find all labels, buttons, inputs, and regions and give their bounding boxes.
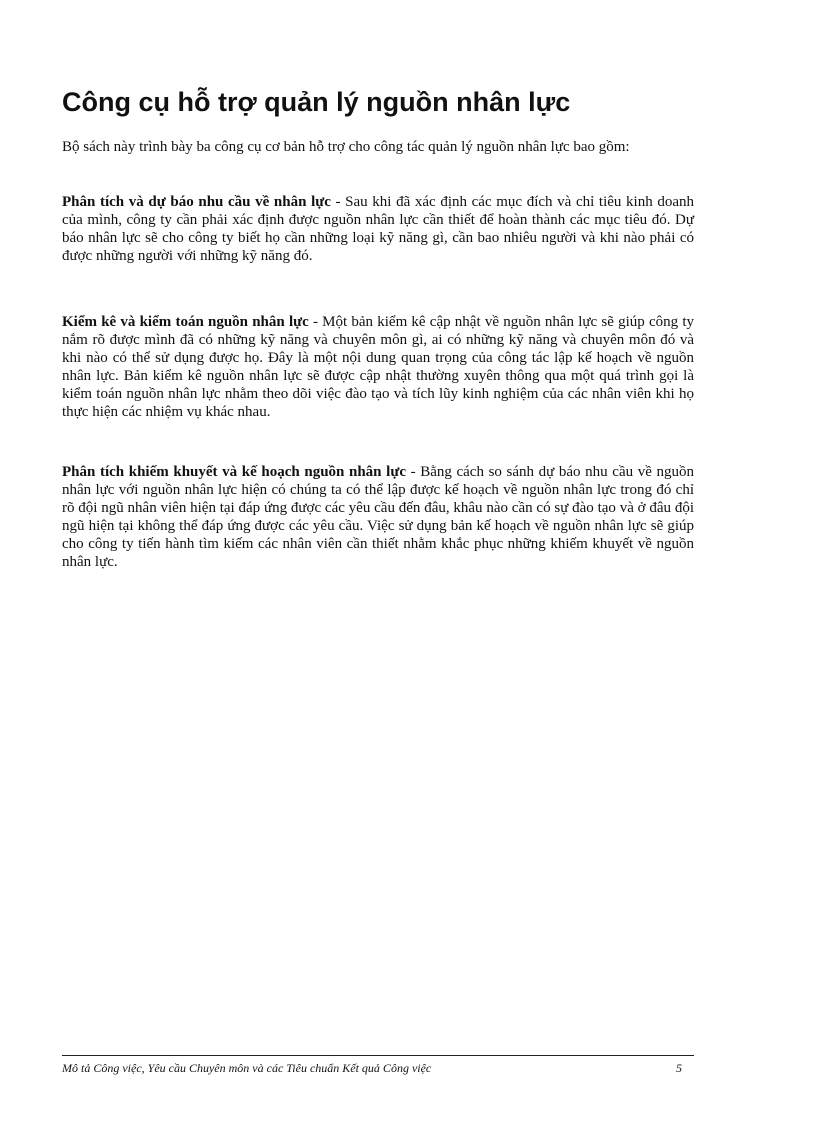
section-paragraph-demand-forecast [62, 193, 694, 265]
footer-divider [62, 1055, 694, 1056]
section-paragraph-gap-analysis [62, 463, 694, 571]
page-number: 5 [676, 1061, 682, 1075]
section-heading: Phân tích và dự báo nhu cầu về nhân lực [62, 194, 331, 210]
footer-title: Mô tả Công việc, Yêu cầu Chuyên môn và các Tiêu chuẩn Kết quả Công việc [62, 1061, 432, 1075]
section-heading: Phân tích khiếm khuyết và kế hoạch nguồn nhân lực [62, 464, 406, 480]
section-heading: Kiểm kê và kiểm toán nguồn nhân lực [62, 314, 309, 330]
section-text: - Một bản kiểm kê cập nhật về nguồn nhân lực sẽ giúp công ty nắm rõ được mình đã có những kỹ năng và chuyên môn gì, ai có những kỹ năng và chuyên môn đó và khi nào có thể sử dụng được họ. Đây là một nội dung quan trọng của công tác lập kế hoạch về nguồn nhân lực. Bản kiểm kê nguồn nhân lực sẽ được cập nhật thường xuyên thông qua một quá trình gọi là kiểm toán nguồn nhân lực nhằm theo dõi việc đào tạo và tích lũy kinh nghiệm của các nhân viên khi họ thực hiện các nhiệm vụ khác nhau. [62, 314, 694, 420]
page-title: Công cụ hỗ trợ quản lý nguồn nhân lực [62, 87, 571, 117]
section-paragraph-inventory-audit [62, 313, 694, 421]
section-text: - Sau khi đã xác định các mục đích và chỉ tiêu kinh doanh của mình, công ty cần phải xác định được nguồn nhân lực cần thiết để hoàn thành các mục tiêu đó. Dự báo nhân lực sẽ cho công ty biết họ cần những loại kỹ năng gì, cần bao nhiêu người và khi nào phải có được những người với những kỹ năng đó. [62, 194, 694, 264]
section-text: - Bằng cách so sánh dự báo nhu cầu về nguồn nhân lực với nguồn nhân lực hiện có chúng ta có thể lập được kế hoạch về nguồn nhân lực trong đó chỉ rõ đội ngũ nhân viên hiện tại đáp ứng được các yêu cầu đến đâu, khâu nào cần có sự đào tạo và ở đâu đội ngũ hiện tại không thể đáp ứng được các yêu cầu. Việc sử dụng bản kế hoạch về nguồn nhân lực sẽ giúp cho công ty tiến hành tìm kiếm các nhân viên cần thiết nhằm khắc phục những khiếm khuyết về nguồn nhân lực. [62, 464, 694, 570]
intro-paragraph: Bộ sách này trình bày ba công cụ cơ bản hỗ trợ cho công tác quản lý nguồn nhân lực bao gồm: [62, 139, 630, 155]
